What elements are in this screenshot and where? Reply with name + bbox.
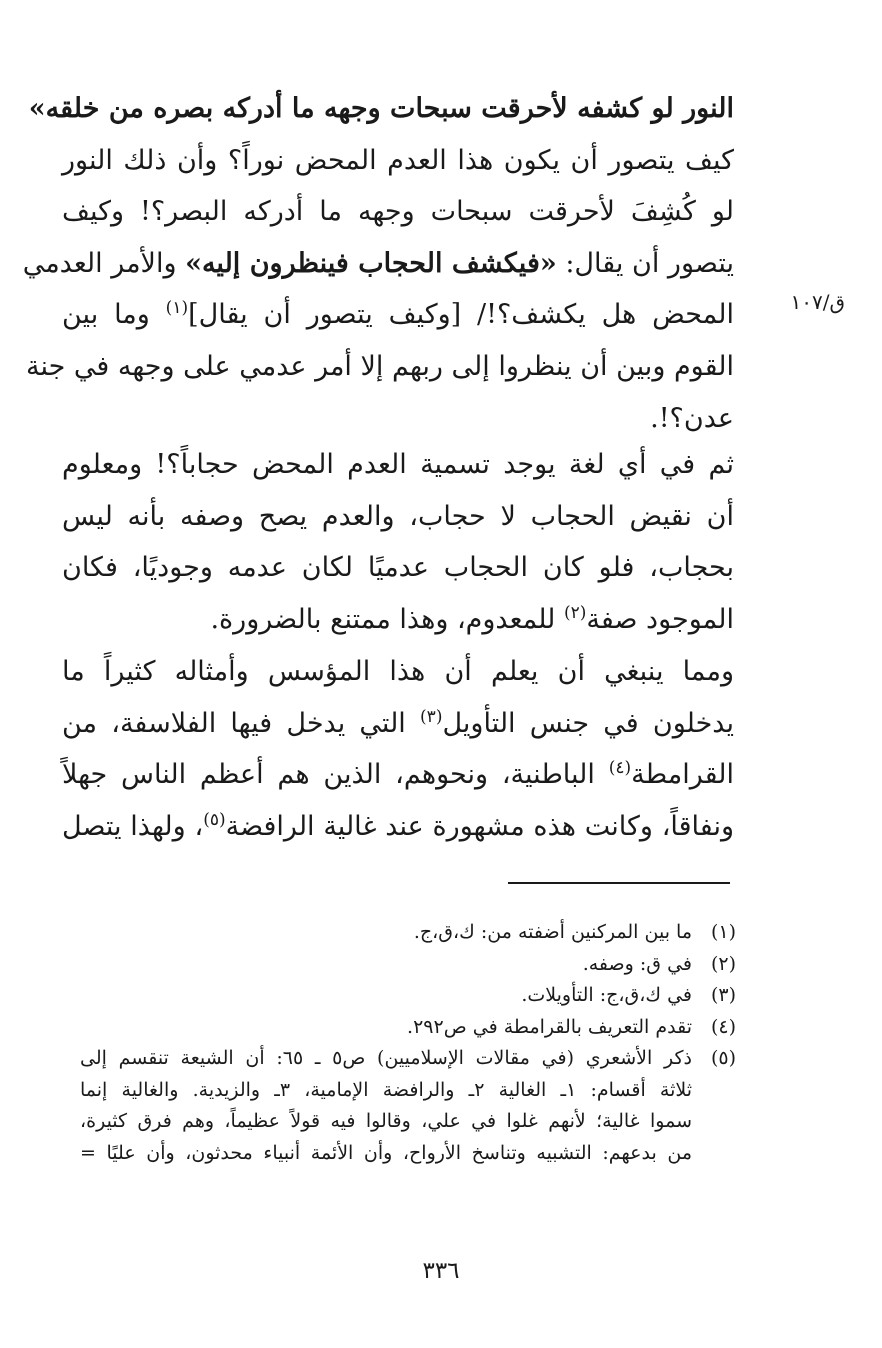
page-number: ٣٣٦ xyxy=(422,1258,460,1284)
text-segment: وما بين xyxy=(62,299,166,331)
footnote-text xyxy=(80,1043,692,1169)
text-segment: المحض هل يكشف؟!/ [وكيف يتصور أن يقال] xyxy=(188,299,734,331)
text-line: القوم وبين أن ينظروا إلى ربهم إلا أمر عدمي على وجهه في جنة xyxy=(25,350,734,382)
text-line xyxy=(62,749,734,801)
text-segment: القرامطة xyxy=(631,759,734,791)
footnote-divider xyxy=(508,882,730,884)
footnote-text xyxy=(80,949,692,981)
footnote-number: (١) xyxy=(710,921,736,943)
footnote-item xyxy=(80,1043,736,1169)
footnote-item xyxy=(80,1012,736,1044)
text-segment: يتصور أن يقال: xyxy=(556,247,734,279)
footnote-ref: (١) xyxy=(165,298,189,319)
footnote-number: (٣) xyxy=(710,984,736,1006)
footnote-line: تقدم التعريف بالقرامطة في ص٢٩٢. xyxy=(407,1015,692,1038)
text-line xyxy=(62,801,734,853)
footnote-text xyxy=(80,980,692,1012)
footnote-text xyxy=(80,917,692,949)
text-segment: الباطنية، ونحوهم، الذين هم أعظم الناس جهلاً xyxy=(62,759,609,791)
paragraph-2 xyxy=(62,439,734,645)
footnote-line: في ق: وصفه. xyxy=(582,952,692,975)
text-line: ومما ينبغي أن يعلم أن هذا المؤسس وأمثاله كثيراً ما xyxy=(62,656,734,687)
footnote-ref: (٢) xyxy=(563,602,587,623)
manuscript-folio-note: ق/١٠٧ xyxy=(790,290,845,314)
footnote-number: (٥) xyxy=(710,1047,736,1069)
footnotes xyxy=(80,917,736,1169)
footnote-number: (٤) xyxy=(710,1015,736,1038)
footnote-item xyxy=(80,980,736,1012)
text-segment: الموجود صفة xyxy=(586,603,734,635)
text-line: عدن؟!. xyxy=(650,402,734,434)
text-line: النور لو كشفه لأحرقت سبحات وجهه ما أدركه بصره من خلقه» xyxy=(28,93,734,124)
quoted-hadith: «فيكشف الحجاب فينظرون إليه» xyxy=(185,247,557,279)
text-segment: يدخلون في جنس التأويل xyxy=(442,707,734,739)
text-line: لو كُشِفَ لأحرقت سبحات وجهه ما أدركه البصر؟! وكيف xyxy=(62,196,734,228)
footnote-line: سموا غالية؛ لأنهم غلوا في علي، وقالوا فيه قولاً عظيماً، وهم فرق كثيرة، xyxy=(80,1110,692,1132)
text-segment: والأمر العدمي xyxy=(22,247,186,279)
paragraph-3 xyxy=(62,646,734,852)
footnote-line: ذكر الأشعري (في مقالات الإسلاميين) ص٥ ـ ٦٥: أن الشيعة تنقسم إلى xyxy=(80,1047,692,1069)
footnote-item xyxy=(80,949,736,981)
text-segment: ونفاقاً، وكانت هذه مشهورة عند غالية الرافضة xyxy=(225,810,734,842)
text-segment: ، ولهذا يتصل xyxy=(62,810,204,842)
text-segment: للمعدوم، وهذا ممتنع بالضرورة. xyxy=(210,603,564,635)
text-segment: التي يدخل فيها الفلاسفة، من xyxy=(62,707,421,739)
text-line xyxy=(62,289,734,341)
footnote-ref: (٣) xyxy=(420,706,443,727)
paragraph-1 xyxy=(22,83,734,444)
footnote-ref: (٤) xyxy=(608,758,632,779)
text-line xyxy=(62,698,734,750)
text-line: أن نقيض الحجاب لا حجاب، والعدم يصح وصفه بأنه ليس xyxy=(62,500,734,532)
footnote-number: (٢) xyxy=(710,952,736,975)
footnote-text xyxy=(80,1012,692,1044)
text-line xyxy=(62,594,734,646)
text-line xyxy=(22,238,734,290)
footnote-line: ما بين المركنين أضفته من: ك،ق،ج. xyxy=(413,921,692,943)
footnote-line: من بدعهم: التشبيه وتناسخ الأرواح، وأن الأئمة أنبياء محدثون، وأن عليًا = xyxy=(80,1141,692,1164)
footnote-line: ثلاثة أقسام: ١ـ الغالية ٢ـ والرافضة الإمامية، ٣ـ والزيدية. والغالية إنما xyxy=(80,1078,692,1101)
text-line: ثم في أي لغة يوجد تسمية العدم المحض حجاباً؟! ومعلوم xyxy=(62,449,734,480)
footnote-ref: (٥) xyxy=(203,809,226,830)
footnote-line: في ك،ق،ج: التأويلات. xyxy=(521,984,692,1006)
text-line: كيف يتصور أن يكون هذا العدم المحض نوراً؟ وأن ذلك النور xyxy=(62,144,734,176)
footnote-item xyxy=(80,917,736,949)
text-line: بحجاب، فلو كان الحجاب عدميًا لكان عدمه وجوديًا، فكان xyxy=(62,552,734,584)
